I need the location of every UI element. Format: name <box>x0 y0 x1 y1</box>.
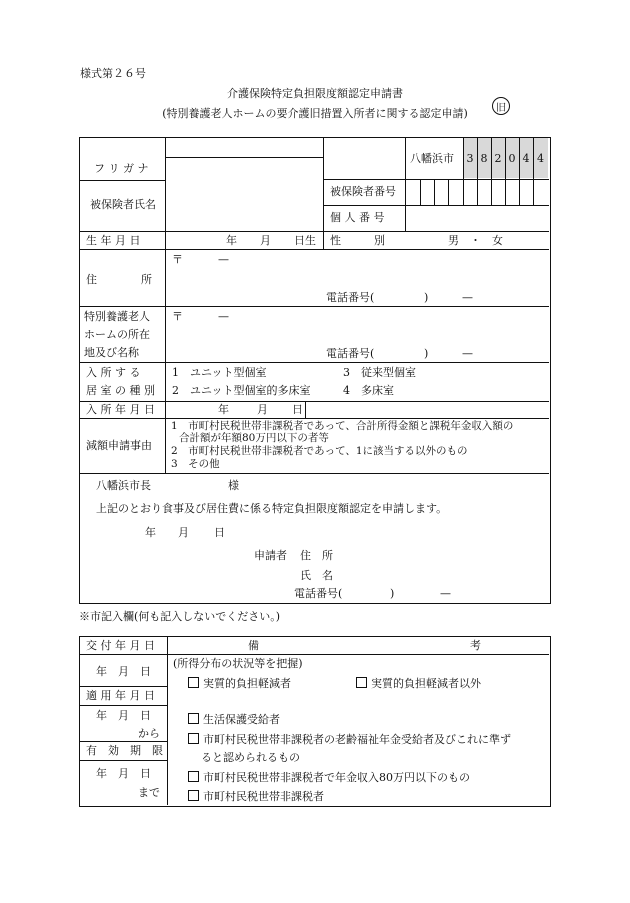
valid-until: まで <box>138 786 160 799</box>
postal-mark: 〒 <box>172 253 183 266</box>
address-label: 住 所 <box>86 273 152 286</box>
apply-from: から <box>138 727 160 740</box>
room-type-option-1[interactable]: 1 ユニット型個室 <box>172 366 267 379</box>
applicant-name-label: 氏 名 <box>300 569 333 582</box>
address-phone-dash: — <box>462 291 473 304</box>
applicant-phone-label: 電話番号( <box>294 587 343 600</box>
facility-phone-close: ) <box>424 347 429 360</box>
birth-label: 生 年 月 日 <box>86 234 141 247</box>
city-code-digit: 8 <box>480 151 488 165</box>
admission-year-unit: 年 <box>218 403 229 416</box>
room-type-label-line: 入 所 す る <box>86 366 141 379</box>
declaration-statement: 上記のとおり食事及び居住費に係る特定負担限度額認定を申請します。 <box>96 502 448 515</box>
applicant-phone-dash: — <box>440 587 451 600</box>
sex-options[interactable]: 男 ・ 女 <box>448 234 503 247</box>
checkbox-icon <box>188 713 199 724</box>
admission-label: 入 所 年 月 日 <box>86 403 155 416</box>
kyu-mark: 旧 <box>492 97 510 115</box>
furigana-field[interactable] <box>166 138 323 157</box>
applicant-label: 申請者 <box>254 549 287 562</box>
insured-number-field[interactable] <box>406 180 548 205</box>
city-code-digit: 0 <box>508 151 516 165</box>
checkbox-icon <box>188 771 199 782</box>
birth-year-unit: 年 <box>226 234 237 247</box>
hline <box>79 686 167 687</box>
personal-number-field[interactable] <box>406 206 548 231</box>
personal-number-label: 個 人 番 号 <box>330 211 385 224</box>
name-field[interactable] <box>166 158 323 231</box>
declaration-year-unit: 年 <box>145 526 156 539</box>
facility-phone-label: 電話番号( <box>326 347 375 360</box>
valid-date-ymd: 年 月 日 <box>96 767 151 780</box>
sex-label: 性 別 <box>330 234 385 247</box>
checkbox-icon <box>356 677 367 688</box>
room-type-option-4[interactable]: 4 多床室 <box>343 384 394 397</box>
furigana-label: フ リ ガ ナ <box>94 162 149 175</box>
declaration-month-unit: 月 <box>178 526 189 539</box>
city-code-digit: 2 <box>494 151 502 165</box>
room-type-label-line: 居 室 の 種 別 <box>86 384 155 397</box>
applicant-address-field[interactable] <box>345 546 545 562</box>
mayor-label: 八幡浜市長 <box>96 479 151 492</box>
check-elderly-pension-cont: ると認められるもの <box>201 751 300 764</box>
checkbox-icon <box>188 733 199 744</box>
facility-label-line: 地及び名称 <box>84 346 139 359</box>
vline <box>305 401 306 418</box>
facility-postal-mark: 〒 <box>172 310 183 323</box>
vline <box>405 137 406 179</box>
hline <box>79 418 549 419</box>
hline <box>79 705 167 706</box>
postal-dash: — <box>218 253 229 266</box>
address-phone-label: 電話番号( <box>326 291 375 304</box>
admission-month-unit: 月 <box>257 403 268 416</box>
declaration-day-unit: 日 <box>214 526 225 539</box>
form-title: 介護保険特定負担限度額認定申請書 <box>227 87 403 100</box>
city-use-note: ※市記入欄(何も記入しないでください。) <box>79 610 281 623</box>
check-substantial-reduction[interactable]: 実質的負担軽減者 <box>188 677 291 689</box>
reduction-reason-3[interactable]: 3 その他 <box>171 458 220 470</box>
check-tax-exempt-household[interactable]: 市町村民税世帯非課税者 <box>188 790 324 802</box>
vline <box>167 636 168 805</box>
check-welfare-recipient[interactable]: 生活保護受給者 <box>188 713 280 725</box>
issue-date-label: 交 付 年 月 日 <box>86 639 155 652</box>
reduction-reason-1[interactable]: 1 市町村民税世帯非課税者であって、合計所得金額と課税年金収入額の <box>171 420 514 432</box>
address-field[interactable] <box>166 250 548 290</box>
applicant-phone-close: ) <box>390 587 395 600</box>
apply-date-label: 適 用 年 月 日 <box>86 689 155 702</box>
check-non-substantial-reduction[interactable]: 実質的負担軽減者以外 <box>356 677 481 689</box>
hline <box>79 741 167 742</box>
applicant-name-field[interactable] <box>345 566 545 582</box>
facility-label-line: ホームの所在 <box>84 328 150 341</box>
hline <box>79 654 549 655</box>
hline <box>79 180 165 181</box>
hline <box>79 401 549 402</box>
issue-date-ymd: 年 月 日 <box>96 665 151 678</box>
valid-label: 有 効 期 限 <box>86 744 163 757</box>
reduction-reason-1-cont: 合計額が年額80万円以下の者等 <box>179 432 329 444</box>
honorific: 様 <box>228 479 239 492</box>
vline <box>323 137 324 249</box>
remarks-label-2: 考 <box>470 639 481 652</box>
city-label: 八幡浜市 <box>410 152 454 165</box>
room-type-option-3[interactable]: 3 従来型個室 <box>343 366 416 379</box>
admission-day-unit: 日 <box>292 403 303 416</box>
reduction-label: 減額申請事由 <box>86 439 152 452</box>
hline <box>79 760 167 761</box>
hline <box>79 473 549 474</box>
name-label: 被保険者氏名 <box>90 198 156 211</box>
city-code-digit: 4 <box>522 151 530 165</box>
address-phone-close: ) <box>424 291 429 304</box>
remarks-label: 備 <box>248 639 259 652</box>
hline <box>79 362 549 363</box>
birth-day-unit: 日生 <box>294 234 316 247</box>
form-number: 様式第２６号 <box>80 67 146 80</box>
form-subtitle: (特別養護老人ホームの要介護旧措置入所者に関する認定申請) <box>162 107 468 120</box>
facility-phone-dash: — <box>462 347 473 360</box>
hline <box>79 231 549 232</box>
apply-date-ymd: 年 月 日 <box>96 709 151 722</box>
checkbox-icon <box>188 677 199 688</box>
city-code-digit: 3 <box>466 151 474 165</box>
facility-label-line: 特別養護老人 <box>84 310 150 323</box>
birth-month-unit: 月 <box>260 234 271 247</box>
reduction-reason-2[interactable]: 2 市町村民税世帯非課税者であって、1に該当する以外のもの <box>171 445 468 457</box>
check-pension-under-800k[interactable]: 市町村民税世帯非課税者で年金収入80万円以下のもの <box>188 771 470 783</box>
applicant-address-label: 住 所 <box>300 549 333 562</box>
room-type-option-2[interactable]: 2 ユニット型個室的多床室 <box>172 384 311 397</box>
checkbox-icon <box>188 790 199 801</box>
city-code-digit: 4 <box>537 151 544 165</box>
facility-field[interactable] <box>166 307 548 345</box>
remarks-heading: (所得分布の状況等を把握) <box>173 657 303 670</box>
check-elderly-pension[interactable]: 市町村民税世帯非課税者の老齢福祉年金受給者及びこれに準ず <box>188 733 511 745</box>
facility-postal-dash: — <box>218 310 229 323</box>
insured-number-label: 被保険者番号 <box>330 185 396 198</box>
